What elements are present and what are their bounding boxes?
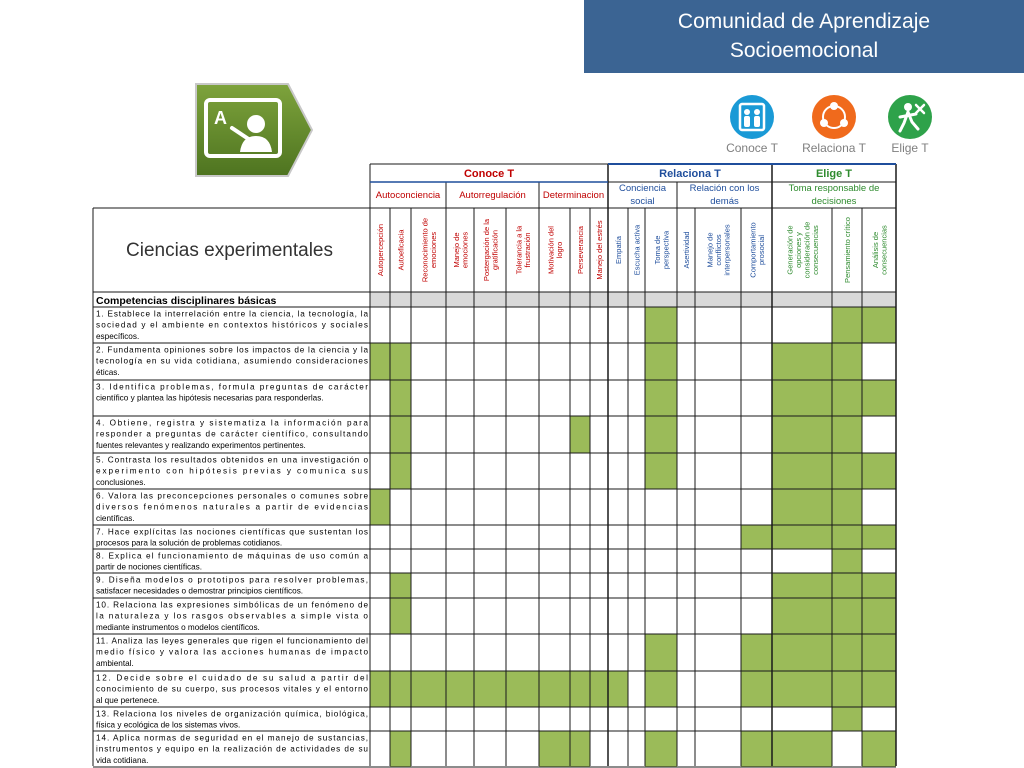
title-line-1: Comunidad de Aprendizaje bbox=[677, 10, 931, 33]
competencia-text: 8. Explica el funcionamiento de máquinas de uso común a partir de nociones científicas. bbox=[96, 551, 369, 572]
filled-cell bbox=[390, 598, 411, 634]
filled-cell bbox=[862, 307, 896, 343]
column-header: Manejo del estrés bbox=[595, 220, 604, 280]
filled-cell bbox=[474, 671, 506, 707]
filled-cell bbox=[645, 453, 677, 489]
filled-cell bbox=[772, 671, 832, 707]
section-band-cell bbox=[370, 292, 390, 307]
filled-cell bbox=[772, 489, 832, 525]
legend-label-conoce: Conoce T bbox=[726, 141, 778, 155]
competencia-text: 2. Fundamenta opiniones sobre los impactos de la ciencia y la tecnología en su vida cotidiana, asumiendo consideraciones éticas. bbox=[96, 345, 368, 377]
column-header: Tolerancia a lafrustración bbox=[514, 225, 532, 275]
filled-cell bbox=[832, 343, 862, 380]
filled-cell bbox=[645, 731, 677, 767]
section-band-cell bbox=[695, 292, 741, 307]
column-header: Empatía bbox=[614, 236, 623, 264]
column-header: Generación deopciones yconsideración deconsecuencias bbox=[785, 221, 820, 279]
filled-cell bbox=[390, 731, 411, 767]
filled-cell bbox=[862, 453, 896, 489]
filled-cell bbox=[862, 525, 896, 549]
filled-cell bbox=[506, 671, 539, 707]
section-band-cell bbox=[539, 292, 570, 307]
competencia-text: 9. Diseña modelos o prototipos para resolver problemas, satisfacer necesidades o demostrar principios científicos. bbox=[96, 575, 368, 596]
filled-cell bbox=[645, 307, 677, 343]
column-header: Toma deperspectiva bbox=[652, 230, 671, 270]
column-header: Motivación dellogro bbox=[546, 226, 564, 274]
filled-cell bbox=[772, 634, 832, 671]
competencia-text: 5. Contrasta los resultados obtenidos en una investigación o experimento con hipótesis previas y comunica sus conclusiones. bbox=[96, 455, 369, 487]
filled-cell bbox=[772, 380, 832, 416]
filled-cell bbox=[370, 489, 390, 525]
filled-cell bbox=[772, 731, 832, 767]
filled-cell bbox=[741, 671, 772, 707]
section-band-cell bbox=[741, 292, 772, 307]
filled-cell bbox=[370, 671, 390, 707]
filled-cell bbox=[645, 343, 677, 380]
filled-cell bbox=[590, 671, 608, 707]
section-band-cell bbox=[570, 292, 590, 307]
section-band-cell bbox=[411, 292, 446, 307]
filled-cell bbox=[832, 416, 862, 453]
competencia-text: 11. Analiza las leyes generales que rigen el funcionamiento del medio físico y valora las acciones humanas de impacto ambiental. bbox=[96, 636, 368, 668]
group-header: Relaciona T bbox=[659, 168, 721, 180]
filled-cell bbox=[390, 416, 411, 453]
filled-cell bbox=[772, 343, 832, 380]
filled-cell bbox=[608, 671, 628, 707]
subgroup-header: Determinacion bbox=[542, 190, 605, 201]
filled-cell bbox=[832, 634, 862, 671]
section-band-cell bbox=[506, 292, 539, 307]
filled-cell bbox=[772, 573, 832, 598]
filled-cell bbox=[862, 731, 896, 767]
competencia-text: 1. Establece la interrelación entre la ciencia, la tecnología, la sociedad y el ambiente en contextos históricos y sociales específicos. bbox=[96, 309, 368, 341]
filled-cell bbox=[832, 307, 862, 343]
column-header: Reconocimiento deemociones bbox=[420, 217, 438, 283]
subgroup-header: Relación con los demás bbox=[689, 183, 760, 207]
section-band-cell bbox=[772, 292, 832, 307]
subgroup-header: Toma responsable de decisiones bbox=[788, 183, 880, 207]
competencia-text: 10. Relaciona las expresiones simbólicas de un fenómeno de la naturaleza y los rasgos observables a simple vista o mediante instrumentos o modelos científicos. bbox=[96, 600, 368, 632]
competencia-text: 13. Relaciona los niveles de organización química, biológica, física y ecológica de los sistemas vivos. bbox=[96, 709, 368, 730]
column-header: Manejo deemociones bbox=[451, 231, 470, 269]
filled-cell bbox=[832, 525, 862, 549]
filled-cell bbox=[832, 489, 862, 525]
filled-cell bbox=[862, 573, 896, 598]
legend-label-elige: Elige T bbox=[891, 141, 929, 155]
filled-cell bbox=[862, 634, 896, 671]
title-line-2: Socioemocional bbox=[729, 39, 879, 62]
filled-cell bbox=[390, 671, 411, 707]
filled-cell bbox=[741, 525, 772, 549]
section-band-cell bbox=[590, 292, 608, 307]
competencia-text: 4. Obtiene, registra y sistematiza la información para responder a preguntas de carácter científico, consultando fuentes relevantes y realizando experimentos pertinentes. bbox=[96, 418, 368, 450]
filled-cell bbox=[862, 380, 896, 416]
group-header: Elige T bbox=[815, 168, 853, 180]
column-header: Perseverancia bbox=[576, 226, 585, 274]
subgroup-header: Autoconciencia bbox=[375, 190, 441, 201]
column-header: Comportamientoprosocial bbox=[748, 222, 766, 278]
filled-cell bbox=[772, 598, 832, 634]
filled-cell bbox=[832, 598, 862, 634]
filled-cell bbox=[390, 380, 411, 416]
section-band-cell bbox=[608, 292, 628, 307]
filled-cell bbox=[772, 416, 832, 453]
filled-cell bbox=[832, 453, 862, 489]
filled-cell bbox=[862, 598, 896, 634]
column-header: Análisis deconsecuencias bbox=[870, 225, 889, 275]
filled-cell bbox=[570, 671, 590, 707]
competencia-text: 7. Hace explícitas las nociones científicas que sustentan los procesos para la solución de problemas cotidianos. bbox=[96, 527, 369, 548]
filled-cell bbox=[832, 549, 862, 573]
section-band-cell bbox=[628, 292, 645, 307]
competencia-text: 12. Decide sobre el cuidado de su salud a partir del conocimiento de su cuerpo, sus procesos vitales y el entorno al que pertenece. bbox=[96, 673, 368, 705]
filled-cell bbox=[539, 671, 570, 707]
column-header: Manejo deconflictosinterpersonales bbox=[705, 224, 732, 276]
section-band-cell bbox=[677, 292, 695, 307]
section-band-cell bbox=[474, 292, 506, 307]
group-header: Conoce T bbox=[463, 168, 515, 180]
subgroup-header: Conciencia social bbox=[619, 183, 666, 207]
filled-cell bbox=[645, 671, 677, 707]
filled-cell bbox=[772, 525, 832, 549]
section-title: Competencias disciplinares básicas bbox=[96, 295, 277, 307]
filled-cell bbox=[645, 416, 677, 453]
column-header: Autopercepción bbox=[376, 223, 385, 277]
subject-title: Ciencias experimentales bbox=[126, 240, 333, 261]
filled-cell bbox=[390, 343, 411, 380]
filled-cell bbox=[772, 453, 832, 489]
filled-cell bbox=[645, 634, 677, 671]
section-band-cell bbox=[645, 292, 677, 307]
competencia-text: 14. Aplica normas de seguridad en el manejo de sustancias, instrumentos y equipo en la realización de actividades de su vida cotidiana. bbox=[96, 733, 368, 765]
legend-label-relaciona: Relaciona T bbox=[802, 141, 866, 155]
filled-cell bbox=[370, 343, 390, 380]
column-header: Pensamiento crítico bbox=[843, 217, 852, 283]
filled-cell bbox=[741, 731, 772, 767]
competencia-text: 3. Identifica problemas, formula preguntas de carácter científico y plantea las hipótesis necesarias para responderlas. bbox=[96, 382, 369, 403]
filled-cell bbox=[832, 671, 862, 707]
subgroup-header: Autorregulación bbox=[459, 190, 526, 201]
filled-cell bbox=[446, 671, 474, 707]
filled-cell bbox=[832, 573, 862, 598]
section-band-cell bbox=[832, 292, 862, 307]
column-header: Postergación de lagratificación bbox=[481, 218, 500, 282]
filled-cell bbox=[862, 671, 896, 707]
section-band-cell bbox=[446, 292, 474, 307]
filled-cell bbox=[832, 707, 862, 731]
filled-cell bbox=[570, 731, 590, 767]
class-icon-letter: A bbox=[214, 108, 227, 128]
section-band-cell bbox=[390, 292, 411, 307]
filled-cell bbox=[390, 573, 411, 598]
column-header: Escucha activa bbox=[632, 224, 642, 276]
column-header: Asertividad bbox=[682, 231, 691, 269]
competencia-text: 6. Valora las preconcepciones personales o comunes sobre diversos fenómenos naturales a partir de evidencias científicas. bbox=[96, 491, 369, 523]
filled-cell bbox=[832, 380, 862, 416]
filled-cell bbox=[390, 453, 411, 489]
filled-cell bbox=[411, 671, 446, 707]
filled-cell bbox=[741, 634, 772, 671]
column-header: Autoeficacia bbox=[396, 229, 406, 271]
filled-cell bbox=[645, 380, 677, 416]
filled-cell bbox=[570, 416, 590, 453]
section-band-cell bbox=[862, 292, 896, 307]
filled-cell bbox=[539, 731, 570, 767]
